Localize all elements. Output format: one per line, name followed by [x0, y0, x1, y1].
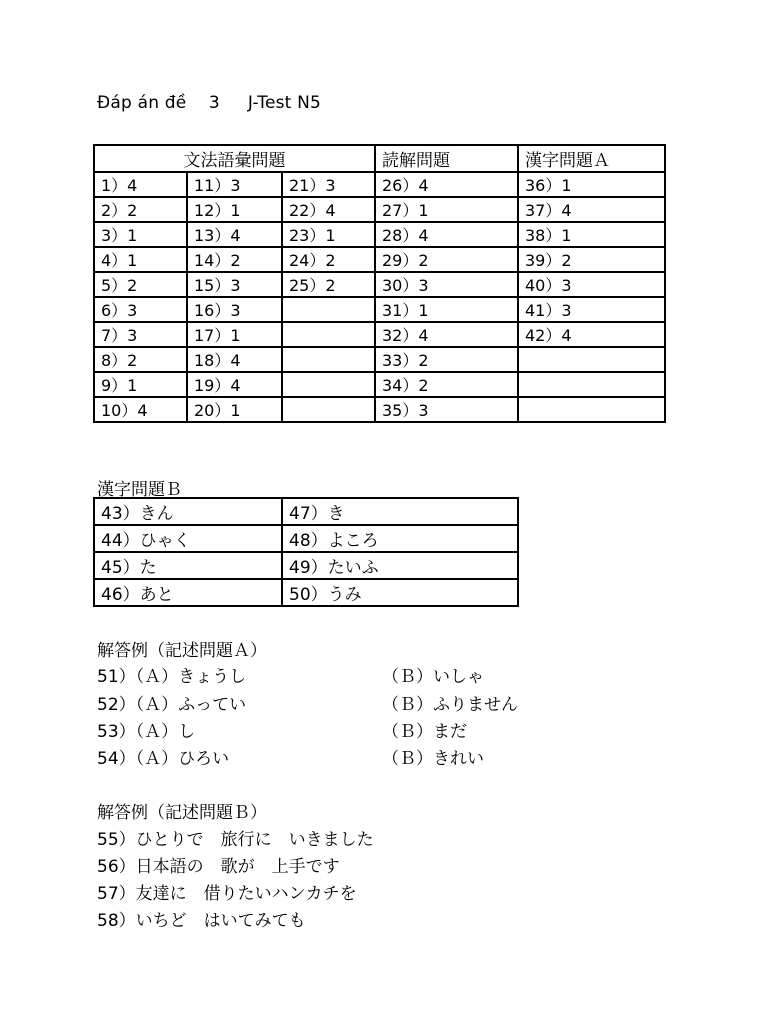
answer-cell — [282, 297, 375, 322]
table-row — [94, 579, 518, 606]
answer-cell: 9）1 — [94, 372, 187, 397]
answer-cell: 2）2 — [94, 197, 187, 222]
answer-cell: 38）1 — [518, 222, 665, 247]
answer-cell: 45）た — [94, 552, 282, 579]
answer-cell: 41）3 — [518, 297, 665, 322]
answer-cell: 47）き — [282, 498, 518, 525]
answer-cell: 28）4 — [375, 222, 518, 247]
answer-cell: 35）3 — [375, 397, 518, 422]
table-row — [94, 272, 665, 297]
answer-cell: 8）2 — [94, 347, 187, 372]
answer-cell: 43）きん — [94, 498, 282, 525]
answer-cell: 22）4 — [282, 197, 375, 222]
answer-cell: 40）3 — [518, 272, 665, 297]
answer-cell: 30）3 — [375, 272, 518, 297]
answer-cell: 21）3 — [282, 172, 375, 197]
writing-a-answer-a: 52）（Ａ）ふってい — [97, 695, 247, 715]
answer-cell: 29）2 — [375, 247, 518, 272]
header-kanji-a: 漢字問題Ａ — [518, 145, 665, 172]
table-row — [94, 297, 665, 322]
table-row — [94, 222, 665, 247]
answer-cell: 19）4 — [187, 372, 282, 397]
table-row — [94, 347, 665, 372]
answer-cell: 13）4 — [187, 222, 282, 247]
answer-cell: 4）1 — [94, 247, 187, 272]
answer-cell: 26）4 — [375, 172, 518, 197]
answer-cell — [518, 372, 665, 397]
answer-cell — [282, 347, 375, 372]
header-grammar-vocab: 文法語彙問題 — [94, 145, 375, 172]
answer-cell: 5）2 — [94, 272, 187, 297]
answer-cell — [282, 397, 375, 422]
answer-cell — [282, 372, 375, 397]
answer-cell: 33）2 — [375, 347, 518, 372]
table-row — [94, 525, 518, 552]
answer-cell: 17）1 — [187, 322, 282, 347]
answer-cell: 32）4 — [375, 322, 518, 347]
answer-cell: 49）たいふ — [282, 552, 518, 579]
answer-cell: 50）うみ — [282, 579, 518, 606]
writing-a-answer-a: 51）（Ａ）きょうし — [97, 667, 247, 687]
writing-a-answer-a: 54）（Ａ）ひろい — [97, 749, 230, 769]
answer-cell: 16）3 — [187, 297, 282, 322]
writing-a-answer-b: （Ｂ）まだ — [382, 722, 467, 742]
table-row — [94, 372, 665, 397]
answer-table-main — [93, 144, 666, 423]
answer-cell: 20）1 — [187, 397, 282, 422]
answer-cell: 10）4 — [94, 397, 187, 422]
table-row — [94, 322, 665, 347]
writing-a-heading: 解答例（記述問題Ａ） — [97, 641, 267, 661]
answer-cell: 39）2 — [518, 247, 665, 272]
answer-cell: 34）2 — [375, 372, 518, 397]
answer-cell: 31）1 — [375, 297, 518, 322]
writing-b-answer: 57）友達に 借りたいハンカチを — [97, 884, 357, 904]
answer-cell: 6）3 — [94, 297, 187, 322]
answer-cell: 46）あと — [94, 579, 282, 606]
writing-b-answer: 56）日本語の 歌が 上手です — [97, 857, 340, 877]
kanji-b-table — [93, 497, 519, 607]
answer-cell: 1）4 — [94, 172, 187, 197]
writing-a-answer-b: （Ｂ）きれい — [382, 749, 484, 769]
writing-a-answer-b: （Ｂ）ふりません — [382, 695, 518, 715]
writing-b-answer: 58）いちど はいてみても — [97, 911, 306, 931]
writing-b-heading: 解答例（記述問題Ｂ） — [97, 803, 267, 823]
answer-cell: 7）3 — [94, 322, 187, 347]
answer-cell — [282, 322, 375, 347]
answer-cell: 37）4 — [518, 197, 665, 222]
answer-cell — [518, 347, 665, 372]
answer-cell: 24）2 — [282, 247, 375, 272]
answer-cell: 15）3 — [187, 272, 282, 297]
answer-cell: 18）4 — [187, 347, 282, 372]
answer-cell: 27）1 — [375, 197, 518, 222]
writing-a-answer-b: （Ｂ）いしゃ — [382, 667, 484, 687]
kanji-b-heading: 漢字問題Ｂ — [97, 480, 182, 500]
writing-b-answer: 55）ひとりで 旅行に いきました — [97, 830, 374, 850]
answer-cell: 12）1 — [187, 197, 282, 222]
table-row — [94, 498, 518, 525]
answer-cell: 3）1 — [94, 222, 187, 247]
answer-cell: 11）3 — [187, 172, 282, 197]
table-row — [94, 397, 665, 422]
page-title: Đáp án đề 3 J-Test N5 — [97, 93, 322, 113]
answer-cell: 36）1 — [518, 172, 665, 197]
answer-cell: 44）ひゃく — [94, 525, 282, 552]
table-header-row — [94, 145, 665, 172]
answer-cell: 14）2 — [187, 247, 282, 272]
table-row — [94, 197, 665, 222]
table-row — [94, 552, 518, 579]
table-row — [94, 247, 665, 272]
answer-cell: 23）1 — [282, 222, 375, 247]
header-reading: 読解問題 — [375, 145, 518, 172]
answer-cell: 25）2 — [282, 272, 375, 297]
answer-cell — [518, 397, 665, 422]
answer-cell: 42）4 — [518, 322, 665, 347]
answer-cell: 48）よころ — [282, 525, 518, 552]
table-row — [94, 172, 665, 197]
writing-a-answer-a: 53）（Ａ）し — [97, 722, 196, 742]
